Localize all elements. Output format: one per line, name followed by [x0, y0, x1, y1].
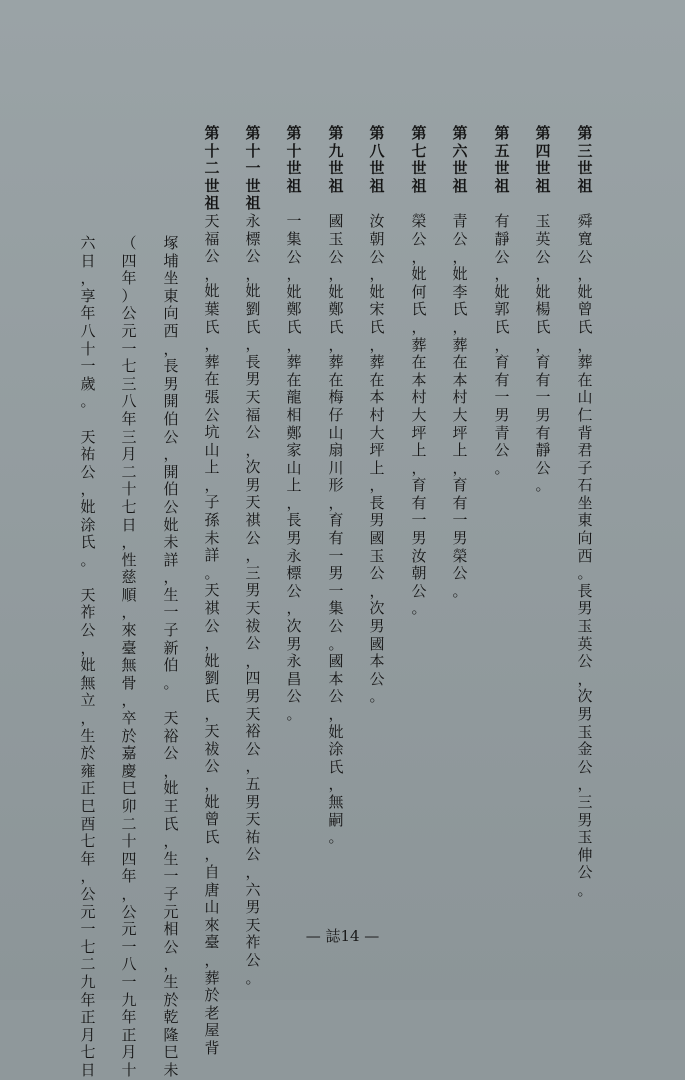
generation-label: 第 六 世 祖: [452, 124, 468, 195]
column-text: 塚 埔 坐 東 向 西 ， 長 男 開 伯 公 ， 開 伯 公 妣 未 詳 ， 生 一 子 新 伯 。 天 裕 公 ， 妣 王 氏 ， 生 一 子 元 相 公 ， 生 於 乾 隆 巳 未: [163, 234, 179, 1079]
text-column: [364, 125, 390, 945]
generation-label: 第 十 一 世 祖: [245, 124, 261, 213]
column-text: 舜 寬 公 ， 妣 曾 氏 ， 葬 在 山 仁 背 君 子 石 坐 東 向 西 。 長 男 玉 英 公 ， 次 男 玉 金 公 ， 三 男 玉 伸 公 。: [577, 212, 593, 899]
generation-label: 第 四 世 祖: [535, 124, 551, 195]
text-column: [323, 125, 349, 945]
text-column: [489, 125, 515, 945]
column-text: 國 玉 公 ， 妣 鄭 氏 ， 葬 在 梅 仔 山 扇 川 形 ， 育 有 一 男 一 集 公 。 國 本 公 ， 妣 涂 氏 ， 無 嗣 。: [328, 212, 344, 847]
text-column: [199, 124, 225, 1057]
column-text: （ 四 年 ） 公 元 一 七 三 八 年 三 月 二 十 七 日 ， 性 慈 順 ， 來 臺 無 骨 ， 卒 於 嘉 慶 巳 卯 二 十 四 年 ， 公 元 一 八 一 九 年 正 月 十: [121, 234, 137, 1079]
text-column: [406, 125, 432, 945]
text-column: [572, 125, 598, 945]
page-number: — 誌14 —: [305, 927, 380, 945]
column-text: 汝 朝 公 ， 妣 宋 氏 ， 葬 在 本 村 大 坪 上 ， 長 男 國 玉 公 ， 次 男 國 本 公 。: [369, 212, 385, 706]
text-column: [281, 125, 307, 945]
generation-label: 第 五 世 祖: [494, 124, 510, 195]
column-text: 天 福 公 ， 妣 葉 氏 ， 葬 在 張 公 坑 山 上 ， 子 孫 未 詳 。 天 祺 公 ， 妣 劉 氏 ， 天 祓 公 ， 妣 曾 氏 ， 自 唐 山 來 臺 ， 葬 於 老 屋 背: [204, 211, 220, 1057]
generation-label: 第 七 世 祖: [411, 124, 427, 195]
text-column: [240, 124, 266, 987]
generation-label: 第 十 世 祖: [286, 124, 302, 195]
generation-label: 第 九 世 祖: [328, 124, 344, 195]
column-text: 六 日 ， 享 年 八 十 一 歲 。 天 祐 公 ， 妣 涂 氏 。 天 祚 公 ， 妣 無 立 ， 生 於 雍 正 巳 酉 七 年 ， 公 元 一 七 二 九 年 正 月 七 日: [80, 234, 96, 1079]
column-text: 永 標 公 ， 妣 劉 氏 ， 長 男 天 福 公 ， 次 男 天 祺 公 ， 三 男 天 祓 公 ， 四 男 天 裕 公 ， 五 男 天 祐 公 ， 六 男 天 祚 公 。: [245, 211, 261, 987]
column-text: 一 集 公 ， 妣 鄭 氏 ， 葬 在 龍 相 鄭 家 山 上 ， 長 男 永 標 公 ， 次 男 永 昌 公 。: [286, 212, 302, 723]
text-column: [530, 125, 556, 945]
column-text: 榮 公 ， 妣 何 氏 ， 葬 在 本 村 大 坪 上 ， 育 有 一 男 汝 朝 公 。: [411, 212, 427, 618]
text-column: [447, 125, 473, 945]
column-text: 有 靜 公 ， 妣 郭 氏 ， 育 有 一 男 青 公 。: [494, 212, 510, 477]
generation-label: 第 八 世 祖: [369, 124, 385, 195]
generation-label: 第 十 二 世 祖: [204, 124, 220, 213]
column-text: 玉 英 公 ， 妣 楊 氏 ， 育 有 一 男 有 靜 公 。: [535, 212, 551, 495]
column-text: 青 公 ， 妣 李 氏 ， 葬 在 本 村 大 坪 上 ， 育 有 一 男 榮 公 。: [452, 212, 468, 600]
generation-label: 第 三 世 祖: [577, 124, 593, 195]
